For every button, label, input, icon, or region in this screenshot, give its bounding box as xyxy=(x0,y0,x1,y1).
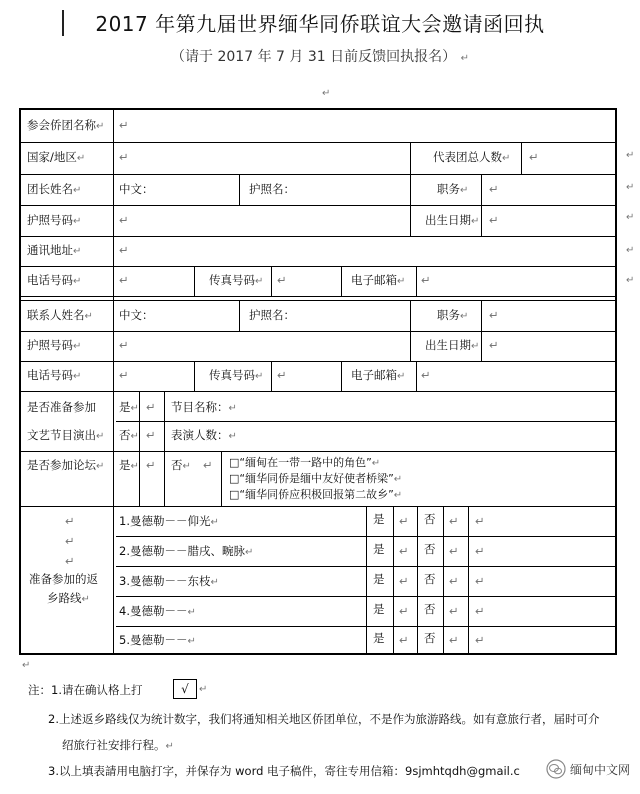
label-contact-passport-no: 护照号码↵ xyxy=(27,338,82,352)
col-divider xyxy=(481,300,482,361)
label-country: 国家/地区↵ xyxy=(27,150,86,164)
col-divider xyxy=(271,361,272,391)
field-contact-phone[interactable]: ↵ xyxy=(119,368,129,382)
field-position[interactable]: ↵ xyxy=(489,182,499,196)
label-fax: 传真号码↵ xyxy=(209,273,264,287)
row-divider xyxy=(116,421,615,422)
label-routes-line1: 准备参加的返 xyxy=(29,572,98,586)
label-forum: 是否参加论坛↵ xyxy=(27,458,105,472)
route-1-yes[interactable]: 是 xyxy=(373,512,385,526)
route-1-no-box[interactable]: ↵ xyxy=(449,514,459,528)
row-divider xyxy=(21,174,615,175)
col-divider xyxy=(366,506,367,655)
row-divider xyxy=(21,236,615,237)
field-contact-passport-no[interactable]: ↵ xyxy=(119,338,129,352)
note-2: 2.上述返乡路线仅为统计数字，我们将通知相关地区侨团单位，不是作为旅游路线。如有意旅行者，届时可介 xyxy=(48,712,600,726)
col-divider xyxy=(410,300,411,361)
checkbox-perform-yes[interactable]: ↵ xyxy=(146,400,156,414)
paragraph-mark: ↵ xyxy=(199,684,208,695)
checkbox-forum-no[interactable]: ↵ xyxy=(203,458,213,472)
field-passport-no[interactable]: ↵ xyxy=(119,213,129,227)
field-contact-birth-date[interactable]: ↵ xyxy=(489,338,499,352)
paragraph-mark: ↵ xyxy=(65,554,75,568)
col-divider xyxy=(194,266,195,296)
field-contact-email[interactable]: ↵ xyxy=(421,368,431,382)
watermark-text: 缅甸中文网 xyxy=(569,762,630,777)
col-divider xyxy=(417,506,418,655)
reply-form-table xyxy=(19,108,617,655)
col-divider xyxy=(521,142,522,174)
route-3-yes-box[interactable]: ↵ xyxy=(399,574,409,588)
route-5-no[interactable]: 否 xyxy=(424,631,436,645)
paragraph-mark: ↵ xyxy=(626,150,635,161)
paragraph-mark: ↵ xyxy=(626,212,635,223)
note-2-cont: 绍旅行社安排行程。↵ xyxy=(62,738,174,752)
field-email[interactable]: ↵ xyxy=(421,273,431,287)
field-address[interactable]: ↵ xyxy=(119,243,129,257)
option-forum-no[interactable]: 否↵ xyxy=(171,458,191,472)
checkmark-box: √ xyxy=(173,679,197,699)
row-divider xyxy=(21,300,615,301)
col-divider xyxy=(416,266,417,296)
col-divider xyxy=(416,361,417,391)
watermark-logo xyxy=(546,759,630,779)
route-2-yes-box[interactable]: ↵ xyxy=(399,544,409,558)
paragraph-mark: ↵ xyxy=(322,88,331,99)
field-total-delegates[interactable]: ↵ xyxy=(529,150,539,164)
label-passport-no: 护照号码↵ xyxy=(27,213,82,227)
paragraph-mark: ↵ xyxy=(22,660,31,671)
col-divider xyxy=(164,391,165,506)
field-birth-date[interactable]: ↵ xyxy=(489,213,499,227)
row-divider xyxy=(21,361,615,362)
option-perform-no[interactable]: 否↵ xyxy=(119,428,139,442)
field-leader-passport-name[interactable]: 护照名： xyxy=(249,182,295,196)
route-5-note[interactable]: ↵ xyxy=(475,633,485,647)
col-divider xyxy=(393,506,394,655)
field-contact-passport-name[interactable]: 护照名： xyxy=(249,308,295,322)
label-perform-q1: 是否准备参加 xyxy=(27,400,96,414)
paragraph-mark: ↵ xyxy=(65,514,75,528)
paragraph-mark: ↵ xyxy=(65,534,75,548)
label-email: 电子邮箱↵ xyxy=(351,273,406,287)
label-group-name: 参会侨团名称↵ xyxy=(27,118,105,132)
route-1-no[interactable]: 否 xyxy=(424,512,436,526)
route-3: 3.曼德勒－－东枝↵ xyxy=(119,574,219,588)
col-divider xyxy=(113,110,114,655)
label-leader-name: 团长姓名↵ xyxy=(27,182,82,196)
option-perform-yes[interactable]: 是↵ xyxy=(119,400,139,414)
route-4: 4.曼德勒－－↵ xyxy=(119,604,196,618)
wechat-icon xyxy=(546,759,566,779)
label-contact-position: 职务↵ xyxy=(437,308,469,322)
label-contact-birth-date: 出生日期↵ xyxy=(425,338,480,352)
option-forum-yes[interactable]: 是↵ xyxy=(119,458,139,472)
label-contact-phone: 电话号码↵ xyxy=(27,368,82,382)
row-divider xyxy=(21,506,615,507)
route-2-no-box[interactable]: ↵ xyxy=(449,544,459,558)
row-divider xyxy=(21,296,615,297)
field-contact-position[interactable]: ↵ xyxy=(489,308,499,322)
forum-topic-2[interactable]: □“缅华同侨是缅中友好使者桥梁”↵ xyxy=(229,472,403,485)
col-divider xyxy=(410,142,411,174)
col-divider xyxy=(239,300,240,331)
route-3-yes[interactable]: 是 xyxy=(373,572,385,586)
label-routes-line2: 乡路线↵ xyxy=(47,591,90,605)
route-5: 5.曼德勒－－↵ xyxy=(119,633,196,647)
field-leader-chinese[interactable]: 中文： xyxy=(119,182,154,196)
route-5-yes-box[interactable]: ↵ xyxy=(399,633,409,647)
col-divider xyxy=(468,506,469,655)
col-divider xyxy=(341,361,342,391)
route-4-yes-box[interactable]: ↵ xyxy=(399,604,409,618)
route-3-no[interactable]: 否 xyxy=(424,572,436,586)
row-divider xyxy=(21,331,615,332)
field-program-name[interactable]: 节目名称：↵ xyxy=(171,400,237,414)
page-title: 2017 年第九届世界缅华同侨联谊大会邀请函回执 xyxy=(95,12,545,36)
field-performers[interactable]: 表演人数：↵ xyxy=(171,428,237,442)
note-1: 注：1.请在确认格上打 xyxy=(28,683,143,697)
label-address: 通讯地址↵ xyxy=(27,243,82,257)
route-2: 2.曼德勒－－腊戌、畹脉↵ xyxy=(119,544,254,558)
field-phone[interactable]: ↵ xyxy=(119,273,129,287)
field-contact-chinese[interactable]: 中文： xyxy=(119,308,154,322)
route-4-no[interactable]: 否 xyxy=(424,602,436,616)
col-divider xyxy=(341,266,342,296)
row-divider xyxy=(21,391,615,392)
label-phone: 电话号码↵ xyxy=(27,273,82,287)
label-total-delegates: 代表团总人数↵ xyxy=(433,150,511,164)
row-divider xyxy=(21,451,615,452)
route-5-no-box[interactable]: ↵ xyxy=(449,633,459,647)
route-1: 1.曼德勒－－仰光↵ xyxy=(119,514,219,528)
row-divider xyxy=(21,205,615,206)
col-divider xyxy=(481,174,482,236)
route-4-yes[interactable]: 是 xyxy=(373,602,385,616)
label-birth-date: 出生日期↵ xyxy=(425,213,480,227)
forum-topic-1[interactable]: □“缅甸在一带一路中的角色”↵ xyxy=(229,456,381,469)
route-2-yes[interactable]: 是 xyxy=(373,542,385,556)
label-position: 职务↵ xyxy=(437,182,469,196)
forum-topic-3[interactable]: □“缅华同侨应积极回报第二故乡”↵ xyxy=(229,488,403,501)
paragraph-mark: ↵ xyxy=(626,182,635,193)
route-5-yes[interactable]: 是 xyxy=(373,631,385,645)
route-2-no[interactable]: 否 xyxy=(424,542,436,556)
route-4-no-box[interactable]: ↵ xyxy=(449,604,459,618)
col-divider xyxy=(443,506,444,655)
route-3-no-box[interactable]: ↵ xyxy=(449,574,459,588)
paragraph-mark: ↵ xyxy=(626,275,635,286)
label-contact-name: 联系人姓名↵ xyxy=(27,308,93,322)
label-contact-fax: 传真号码↵ xyxy=(209,368,264,382)
label-contact-email: 电子邮箱↵ xyxy=(351,368,406,382)
note-3: 3.以上填表請用电脑打字，并保存为 word 电子稿件，寄往专用信箱：9sjmhtqdh@gmail.c xyxy=(48,764,520,778)
checkbox-perform-no[interactable]: ↵ xyxy=(146,428,156,442)
field-country[interactable]: ↵ xyxy=(119,150,129,164)
route-1-yes-box[interactable]: ↵ xyxy=(399,514,409,528)
col-divider xyxy=(271,266,272,296)
route-3-note[interactable]: ↵ xyxy=(475,574,485,588)
checkbox-forum-yes[interactable]: ↵ xyxy=(146,458,156,472)
route-1-note[interactable]: ↵ xyxy=(475,514,485,528)
col-divider xyxy=(239,174,240,205)
page-subtitle: （请于 2017 年 7 月 31 日前反馈回执报名） ↵ xyxy=(171,49,469,65)
route-2-note[interactable]: ↵ xyxy=(475,544,485,558)
route-4-note[interactable]: ↵ xyxy=(475,604,485,618)
row-divider xyxy=(21,142,615,143)
col-divider xyxy=(410,174,411,236)
col-divider xyxy=(194,361,195,391)
field-fax[interactable]: ↵ xyxy=(277,273,287,287)
label-perform-q2: 文艺节目演出↵ xyxy=(27,428,105,442)
col-divider xyxy=(221,451,222,506)
field-group-name[interactable]: ↵ xyxy=(119,118,129,132)
paragraph-mark: ↵ xyxy=(626,245,635,256)
field-contact-fax[interactable]: ↵ xyxy=(277,368,287,382)
row-divider xyxy=(21,266,615,267)
col-divider xyxy=(139,391,140,506)
